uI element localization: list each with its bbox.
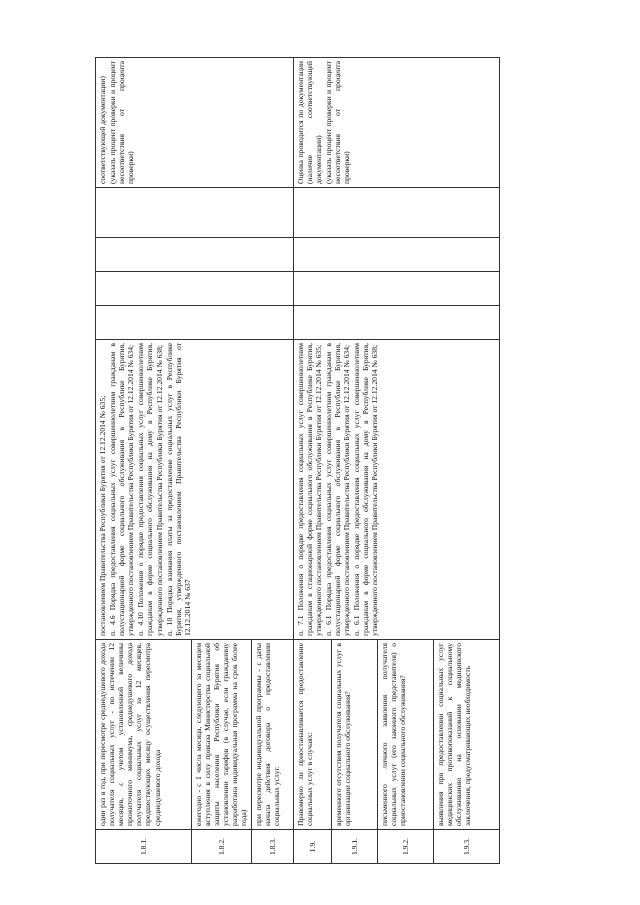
question-cell: временного отсутствия получателя социальных услуг в организации социального обслуживания? [331, 640, 377, 830]
note-text: (указать процент проверки и процент несоответствия от процента проверки) [323, 61, 352, 184]
question-cell: при пересмотре индивидуальной программы - с даты начала действия договора о предоставлении социальных услуг. [251, 640, 293, 830]
note-cell [293, 58, 499, 188]
row-number: 1.9.3. [433, 830, 499, 864]
regulation-cell [293, 340, 499, 640]
note-cell [96, 58, 294, 188]
regulation-ref: п. 4.6 Порядка предоставления социальных услуг совершеннолетним гражданам в полустационарной форме социального обслуживания в Республике Бурятия, утвержденного постановлением Правительства Республики Бурятия от 12.12.2014 № 634; [108, 343, 136, 636]
note-text: соответствующей документации) [98, 76, 107, 184]
answer-no-cell [96, 272, 294, 306]
row-number: 1.9. [293, 830, 331, 864]
question-cell: письменного личного заявления получателя социальных услуг (его законного представителя) о приостановлении социального обслуживания? [377, 640, 433, 830]
question-cell: один раз в год, при пересмотре среднедушевого дохода получателя социальных услуг - по истечении 12 месяцев, с учетом установленной величины прожиточного минимума, среднедушевого дохода получателя социальных услуг за 12 месяцев, предшествующих месяцу осуществления пересмотра среднедушевого дохода [96, 640, 192, 830]
regulation-ref: п. 6.1 Порядка предоставления социальных услуг совершеннолетним гражданам в полустационарной форме социального обслуживания в Республике Бурятия, утвержденного постановлением Правительства Республики Бурятия от 12.12.2014 № 634; [323, 343, 352, 636]
row-number: 1.8.2. [192, 830, 252, 864]
regulation-ref: п. 6.1 Положения о порядке предоставления социальных услуг совершеннолетним гражданам в форме социального обслуживания на дому в Республике Бурятия, утвержденного постановлением Правительства Республики Бурятия от 12.12.2014 № 638; [352, 343, 380, 636]
table-row [96, 58, 192, 864]
regulation-ref: п. 4.10 Положения о порядке предоставления социальных услуг совершеннолетним гражданам в форме социального обслуживания на дому в Республике Бурятия, утвержденного постановлением Правительства Республики Бурятия от 12.12.2014 № 638; [136, 343, 164, 636]
regulation-ref: п. 7.1 Положения о порядке предоставления социальных услуг совершеннолетним гражданам в стационарной форме социального обслуживания в Республике Бурятия, утвержденного постановлением Правительства Республики Бурятия от 12.12.2014 № 635; [295, 343, 323, 636]
question-cell: Правомерно ли приостанавливается предоставление социальных услуг в случаях: [293, 640, 331, 830]
row-number: 1.9.1. [331, 830, 377, 864]
regulation-ref: постановлением Правительства Республики Бурятия от 12.12.2014 № 635; [98, 395, 107, 636]
question-cell: выявления при предоставлении социальных услуг медицинских противопоказаний к социальному обслуживанию на основании медицинского заключения, предусматривающих необходимость [433, 640, 499, 830]
answer-yes-cell [96, 306, 294, 340]
empty-cell [293, 188, 499, 238]
rotated-table-container [95, 58, 545, 864]
note-text: (указать процент проверки и процент несоответствия от процента проверки) [108, 61, 136, 184]
answer-na-cell [96, 238, 294, 272]
row-number: 1.9.2. [377, 830, 433, 864]
empty-cell [96, 188, 294, 238]
question-cell: ежегодно - с 1 числа месяца, следующего за месяцем вступления в силу приказа Министерства социальной защиты населения Республики Бурятия об установлении тарифов (в случае, если гражданину разработана индивидуальная программа на срок более года) [192, 640, 252, 830]
inspection-checklist-table [95, 57, 500, 864]
answer-no-cell [293, 272, 499, 306]
note-text: Оценка проводится по документации (наличие соответствующей документации) [295, 61, 323, 184]
answer-na-cell [293, 238, 499, 272]
regulation-cell [96, 340, 294, 640]
row-number: 1.8.1. [96, 830, 192, 864]
row-number: 1.8.3. [251, 830, 293, 864]
answer-yes-cell [293, 306, 499, 340]
regulation-ref: п. 10 Порядка взимания платы за предоставление социальных услуг в Республике Бурятия, утвержденного постановлением Правительства Республики Бурятия от 12.12.2014 № 637 [164, 343, 192, 636]
table-row [293, 58, 331, 864]
